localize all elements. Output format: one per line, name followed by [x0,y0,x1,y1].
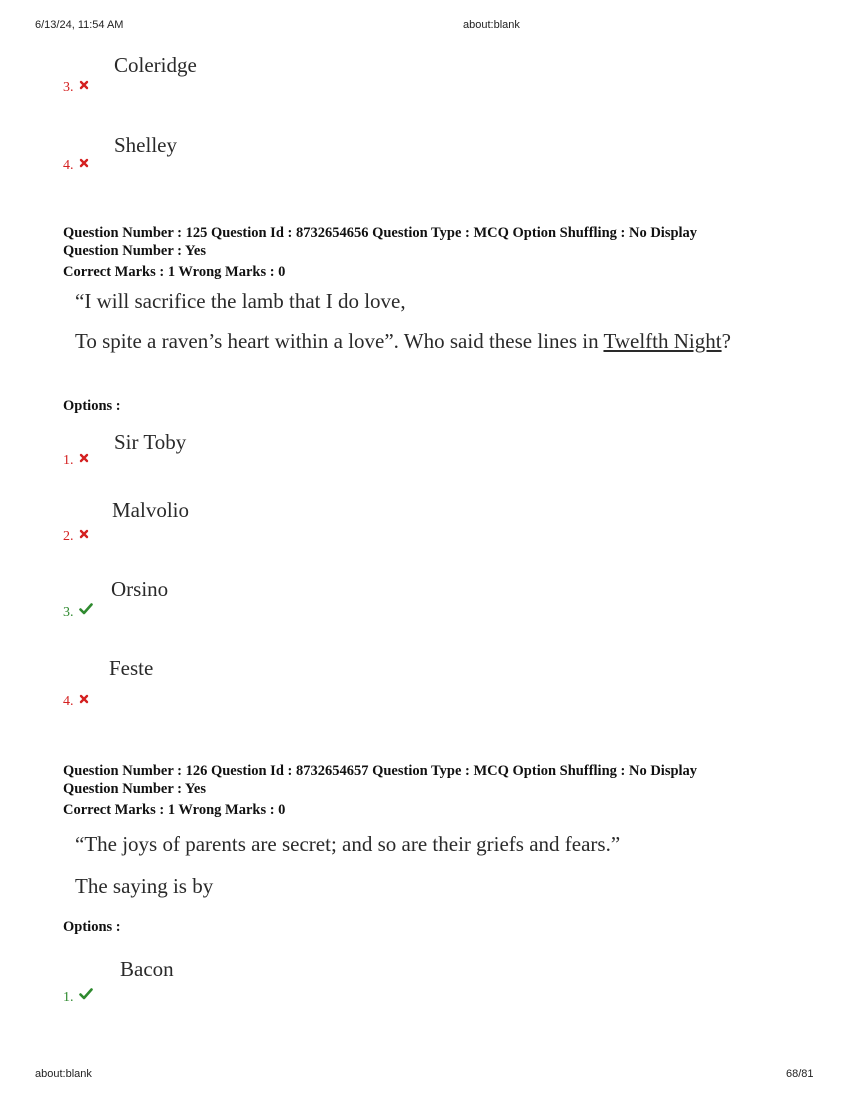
option-text: Malvolio [112,498,189,522]
cross-icon [79,157,89,173]
options-label: Options : [63,398,121,414]
work-title: Twelfth Night [603,329,722,353]
question-text [75,288,795,355]
marks-line: Correct Marks : 1 Wrong Marks : 0 [63,264,286,280]
question-line: “The joys of parents are secret; and so are their griefs and fears.” [75,832,621,856]
options-label: Options : [63,919,121,935]
print-datetime: 6/13/24, 11:54 AM [35,19,124,31]
question-text [75,831,795,900]
option-text: Orsino [111,577,169,601]
option-number: 4. [63,157,89,174]
option-text: Coleridge [114,53,197,77]
check-icon [79,603,93,620]
question-meta-line: Question Number : 125 Question Id : 8732654656 Question Type : MCQ Option Shuffling : No Display [63,225,698,241]
question-meta [63,224,763,281]
question-meta-line: Question Number : Yes [63,243,206,259]
option-number: 3. [63,603,93,621]
question-line: The saying is by [75,874,214,898]
question-meta-line: Question Number : Yes [63,781,206,797]
option-text: Bacon [120,957,174,981]
option-number: 4. [63,693,89,710]
print-url: about:blank [35,1068,92,1080]
check-icon [79,988,93,1005]
cross-icon [79,452,89,468]
option-number: 1. [63,988,93,1006]
option-number: 2. [63,528,89,545]
option-number: 1. [63,452,89,469]
option-text: Sir Toby [114,430,187,454]
question-meta-line: Question Number : 126 Question Id : 8732654657 Question Type : MCQ Option Shuffling : No Display [63,763,698,779]
print-title: about:blank [463,19,520,31]
cross-icon [79,79,89,95]
page-number: 68/81 [786,1068,814,1080]
option-text: Shelley [114,133,177,157]
marks-line: Correct Marks : 1 Wrong Marks : 0 [63,802,286,818]
cross-icon [79,693,89,709]
cross-icon [79,528,89,544]
question-meta [63,762,763,819]
option-text: Feste [109,656,154,680]
question-line: “I will sacrifice the lamb that I do love, [75,289,406,313]
option-number: 3. [63,79,89,96]
question-line: To spite a raven’s heart within a love”. Who said these lines in Twelfth Night? [75,329,731,353]
